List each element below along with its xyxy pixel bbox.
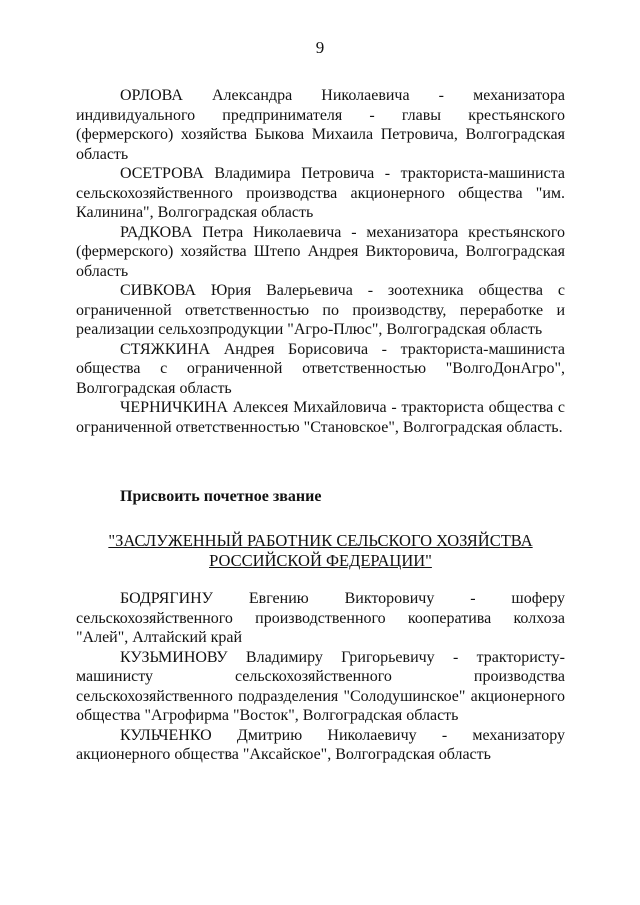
honorary-title <box>76 531 565 571</box>
entry-chernichkin: ЧЕРНИЧКИНА Алексея Михайловича - тракториста общества с ограниченной ответственностью "Становское", Волгоградская область. <box>76 399 565 436</box>
entry-radkov: РАДКОВА Петра Николаевича - механизатора крестьянского (фермерского) хозяйства Штепо Андрея Викторовича, Волгоградская область <box>76 223 565 280</box>
entry-kulchenko: КУЛЬЧЕНКО Дмитрию Николаевичу - механизатору акционерного общества "Аксайское", Волгоградская область <box>76 726 565 763</box>
honorary-title-line-1: "ЗАСЛУЖЕННЫЙ РАБОТНИК СЕЛЬСКОГО ХОЗЯЙСТВА <box>108 531 533 550</box>
entries-after <box>76 589 565 765</box>
entry-osetrov: ОСЕТРОВА Владимира Петровича - тракториста-машиниста сельскохозяйственного производства акционерного общества "им. Калинина", Волгоградская область <box>76 165 565 221</box>
section-heading: Присвоить почетное звание <box>120 488 322 505</box>
entry-bodryagin: БОДРЯГИНУ Евгению Викторовичу - шоферу сельскохозяйственного производственного кооператива колхоза "Алей", Алтайский край <box>76 590 565 646</box>
page-number: 9 <box>315 38 325 57</box>
entry-styazhkin: СТЯЖКИНА Андрея Борисовича - тракториста-машиниста общества с ограниченной ответственностью "ВолгоДонАгро", Волгоградская область <box>76 340 565 397</box>
entry-sivkov: СИВКОВА Юрия Валерьевича - зоотехника общества с ограниченной ответственностью по производству, переработке и реализации сельхозпродукции "Агро-Плюс", Волгоградская область <box>76 282 565 338</box>
honorary-title-line-2: РОССИЙСКОЙ ФЕДЕРАЦИИ" <box>209 551 432 570</box>
entries-before <box>76 86 565 437</box>
entry-kuzminov: КУЗЬМИНОВУ Владимиру Григорьевичу - трактористу-машинисту сельскохозяйственного производства сельскохозяйственного подразделения "Солодушинское" акционерного общества "Агрофирма "Восток", Волгоградская область <box>76 648 565 724</box>
entry-orlov: ОРЛОВА Александра Николаевича - механизатора индивидуального предпринимателя - главы крестьянского (фермерского) хозяйства Быкова Михаила Петровича, Волгоградская область <box>76 87 565 163</box>
